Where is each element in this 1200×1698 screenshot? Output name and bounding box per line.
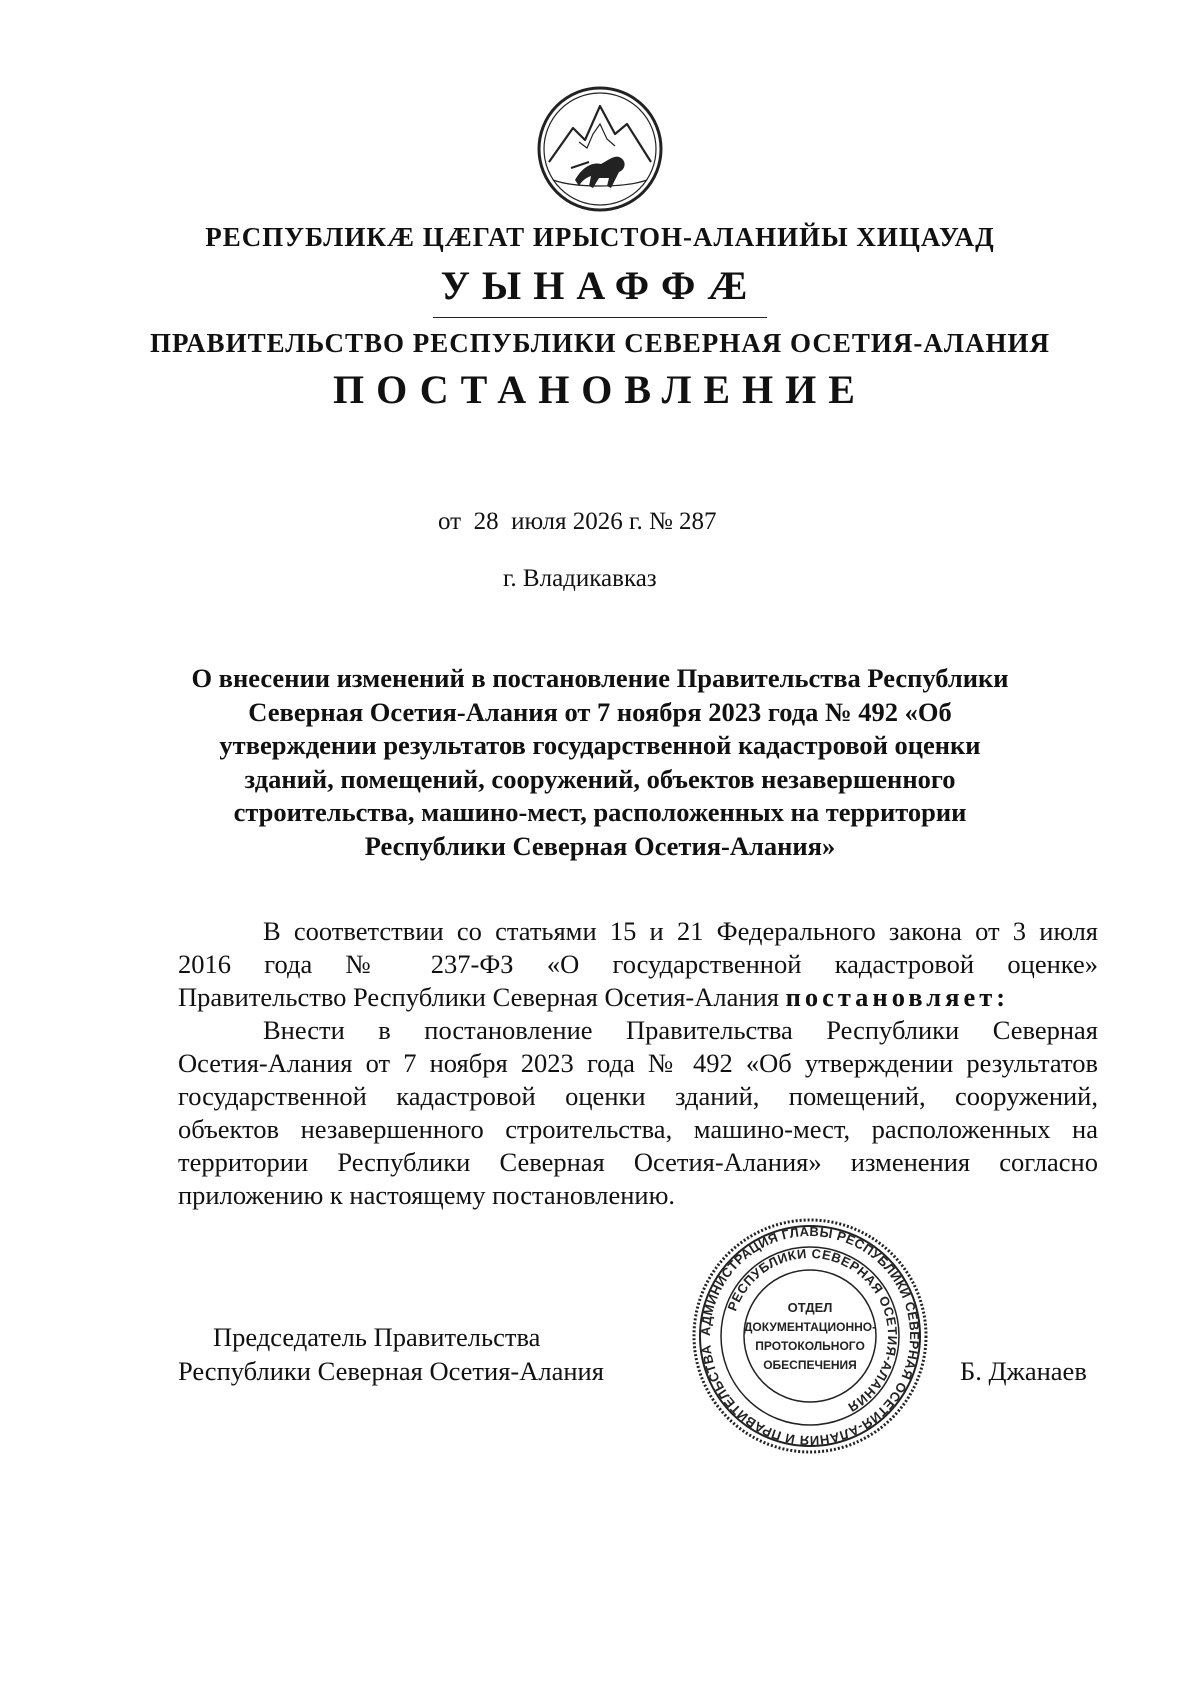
title-line: утверждении результатов государственной кадастровой оценки — [219, 730, 981, 760]
body-paragraph-2-line: государственной кадастровой оценки зданий, помещений, сооружений, — [178, 1081, 1098, 1111]
signatory-position-line-2: Республики Северная Осетия-Алания — [178, 1356, 604, 1386]
header-divider — [433, 317, 767, 318]
document-city: г. Владикавказ — [503, 565, 657, 592]
title-line: Республики Северная Осетия-Алания» — [364, 830, 836, 861]
coat-of-arms-emblem-icon — [535, 84, 665, 214]
body-paragraph-2-line: Внести в постановление Правительства Республики Северная — [263, 1015, 1098, 1045]
russian-government-name: ПРАВИТЕЛЬСТВО РЕСПУБЛИКИ СЕВЕРНАЯ ОСЕТИЯ-АЛАНИЯ — [150, 328, 1050, 358]
ossetian-government-name: РЕСПУБЛИКӔ ЦӔГАТ ИРЫСТОН-АЛАНИЙЫ ХИЦАУАД — [205, 222, 995, 252]
stamp-inner-text: РЕСПУБЛИКИ СЕВЕРНАЯ ОСЕТИЯ-АЛАНИЯ — [724, 1245, 901, 1416]
stamp-center-line: ОТДЕЛ — [787, 1300, 833, 1315]
ossetian-document-type: УЫНАФФӔ — [440, 263, 760, 308]
document-date-number: от 28 июля 2026 г. № 287 — [438, 508, 717, 535]
resolves-word: постановляет: — [785, 982, 1010, 1012]
signatory-position-line-1: Председатель Правительства — [213, 1322, 541, 1352]
document-title — [180, 662, 1020, 863]
title-line: зданий, помещений, сооружений, объектов незавершенного — [244, 763, 956, 794]
signatory-name: Б. Джанаев — [960, 1356, 1087, 1386]
stamp-outer-text: АДМИНИСТРАЦИЯ ГЛАВЫ РЕСПУБЛИКИ СЕВЕРНАЯ ОСЕТИЯ-АЛАНИЯ И ПРАВИТЕЛЬСТВА — [697, 1223, 923, 1449]
stamp-center-line: ОБЕСПЕЧЕНИЯ — [763, 1358, 857, 1372]
body-paragraph-2-line: объектов незавершенного строительства, машино-мест, расположенных на — [178, 1114, 1098, 1144]
stamp-center-line: ПРОТОКОЛЬНОГО — [755, 1339, 865, 1353]
body-paragraph-1-line: 2016 года № 237-ФЗ «О государственной кадастровой оценке» — [178, 949, 1098, 979]
russian-document-type: ПОСТАНОВЛЕНИЕ — [333, 367, 867, 412]
body-paragraph-2-line: приложению к настоящему постановлению. — [178, 1180, 676, 1210]
title-line: О внесении изменений в постановление Правительства Республики — [191, 663, 1009, 693]
title-line: строительства, машино-мест, расположенных на территории — [233, 797, 967, 827]
body-paragraph-1-line — [178, 981, 1098, 1014]
stamp-center-line: ДОКУМЕНТАЦИОННО- — [743, 1320, 877, 1334]
official-round-stamp — [690, 1216, 930, 1456]
body-paragraph-2-line: Осетия-Алания от 7 ноября 2023 года № 492 «Об утверждении результатов — [178, 1048, 1098, 1078]
title-line: Северная Осетия-Алания от 7 ноября 2023 года № 492 «Об — [248, 696, 952, 727]
body-paragraph-1-line: В соответствии со статьями 15 и 21 Федерального закона от 3 июля — [263, 916, 1098, 946]
body-paragraph-2-line: территории Республики Северная Осетия-Алания» изменения согласно — [178, 1147, 1098, 1177]
body-text: Правительство Республики Северная Осетия-Алания — [178, 982, 779, 1012]
